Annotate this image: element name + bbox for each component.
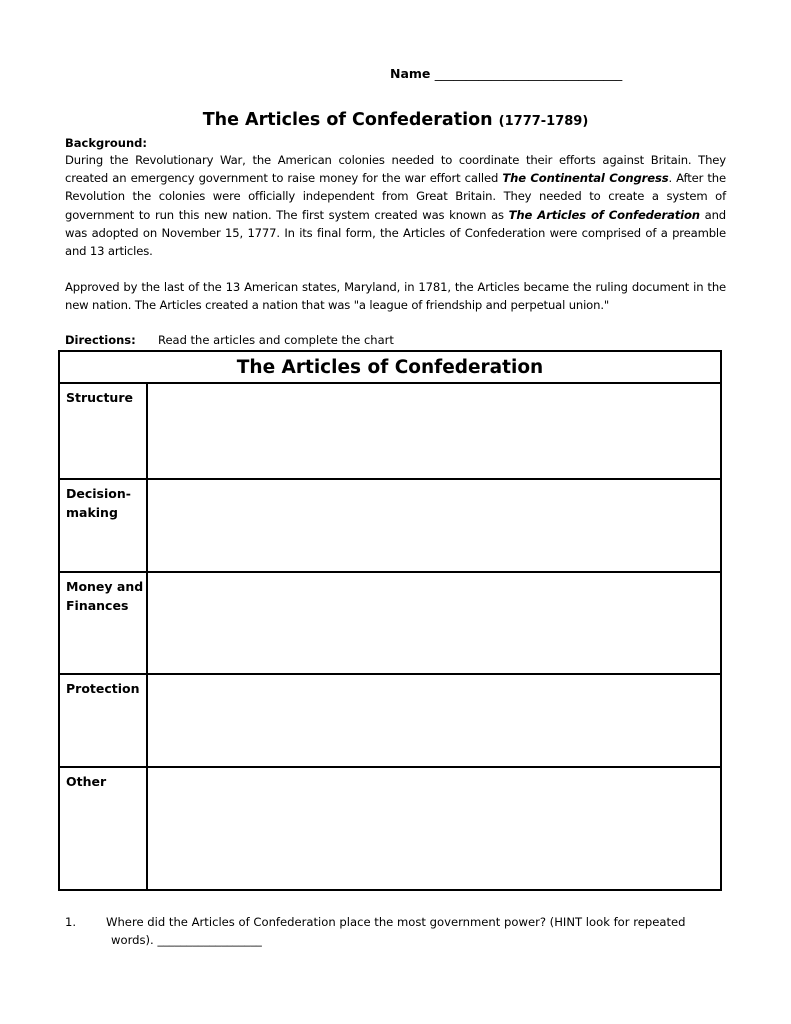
row-label-protection: Protection	[60, 675, 148, 766]
chart-row-protection	[60, 675, 720, 768]
bg-text-e: and was adopted on November 15, 1777. In its final form, the Articles of Confederation were comprised of a preamble and 13 articles.	[65, 207, 726, 259]
articles-chart	[58, 350, 722, 891]
row-cell-decision-making[interactable]	[148, 480, 720, 571]
page-title-main: The Articles of Confederation	[202, 110, 493, 130]
page-title-years: (1777-1789)	[498, 114, 589, 129]
question-text-line-2	[111, 931, 730, 949]
bg-text-a: During the Revolutionary War, the American colonies needed to coordinate their efforts against Britain. They created an emergency government to raise money for the war effort called	[65, 153, 726, 186]
row-label-structure: Structure	[60, 384, 148, 478]
question-text: Where did the Articles of Confederation place the most government power? (HINT look for repeated	[106, 915, 686, 929]
background-paragraph-1	[65, 151, 726, 260]
bg-emphasis-articles: The Articles of Confederation	[508, 207, 700, 222]
row-cell-money-and-finances[interactable]	[148, 573, 720, 673]
question-text-continued: words).	[111, 933, 154, 947]
row-cell-structure[interactable]	[148, 384, 720, 478]
directions-text: Read the articles and complete the chart	[158, 333, 394, 347]
directions-label: Directions:	[65, 333, 136, 347]
row-label-money-and-finances: Money and Finances	[60, 573, 148, 673]
question-number: 1.	[65, 915, 77, 929]
chart-row-decision-making	[60, 480, 720, 573]
row-label-decision-making: Decision-making	[60, 480, 148, 571]
row-cell-protection[interactable]	[148, 675, 720, 766]
question-1	[65, 913, 730, 949]
page-title	[0, 110, 791, 130]
bg-emphasis-continental-congress: The Continental Congress	[502, 171, 669, 186]
name-label: Name	[390, 66, 431, 81]
background-label: Background:	[65, 136, 147, 150]
answer-blank[interactable]: __________________	[157, 933, 262, 947]
name-field[interactable]	[390, 66, 622, 81]
directions	[65, 333, 394, 347]
chart-title: The Articles of Confederation	[60, 352, 720, 384]
row-cell-other[interactable]	[148, 768, 720, 889]
row-label-other: Other	[60, 768, 148, 889]
background-paragraph-2: Approved by the last of the 13 American states, Maryland, in 1781, the Articles became the ruling document in the new nation. The Articles created a nation that was "a league of friendship and perpetual union."	[65, 280, 726, 313]
name-blank[interactable]: ______________________________	[434, 66, 623, 81]
chart-row-other	[60, 768, 720, 889]
chart-row-money-and-finances	[60, 573, 720, 675]
bg-text-c: . After the Revolution the colonies were officially independent from Great Britain. They needed to create a system of government to run this new nation. The first system created was known as	[65, 171, 726, 222]
chart-row-structure	[60, 384, 720, 480]
